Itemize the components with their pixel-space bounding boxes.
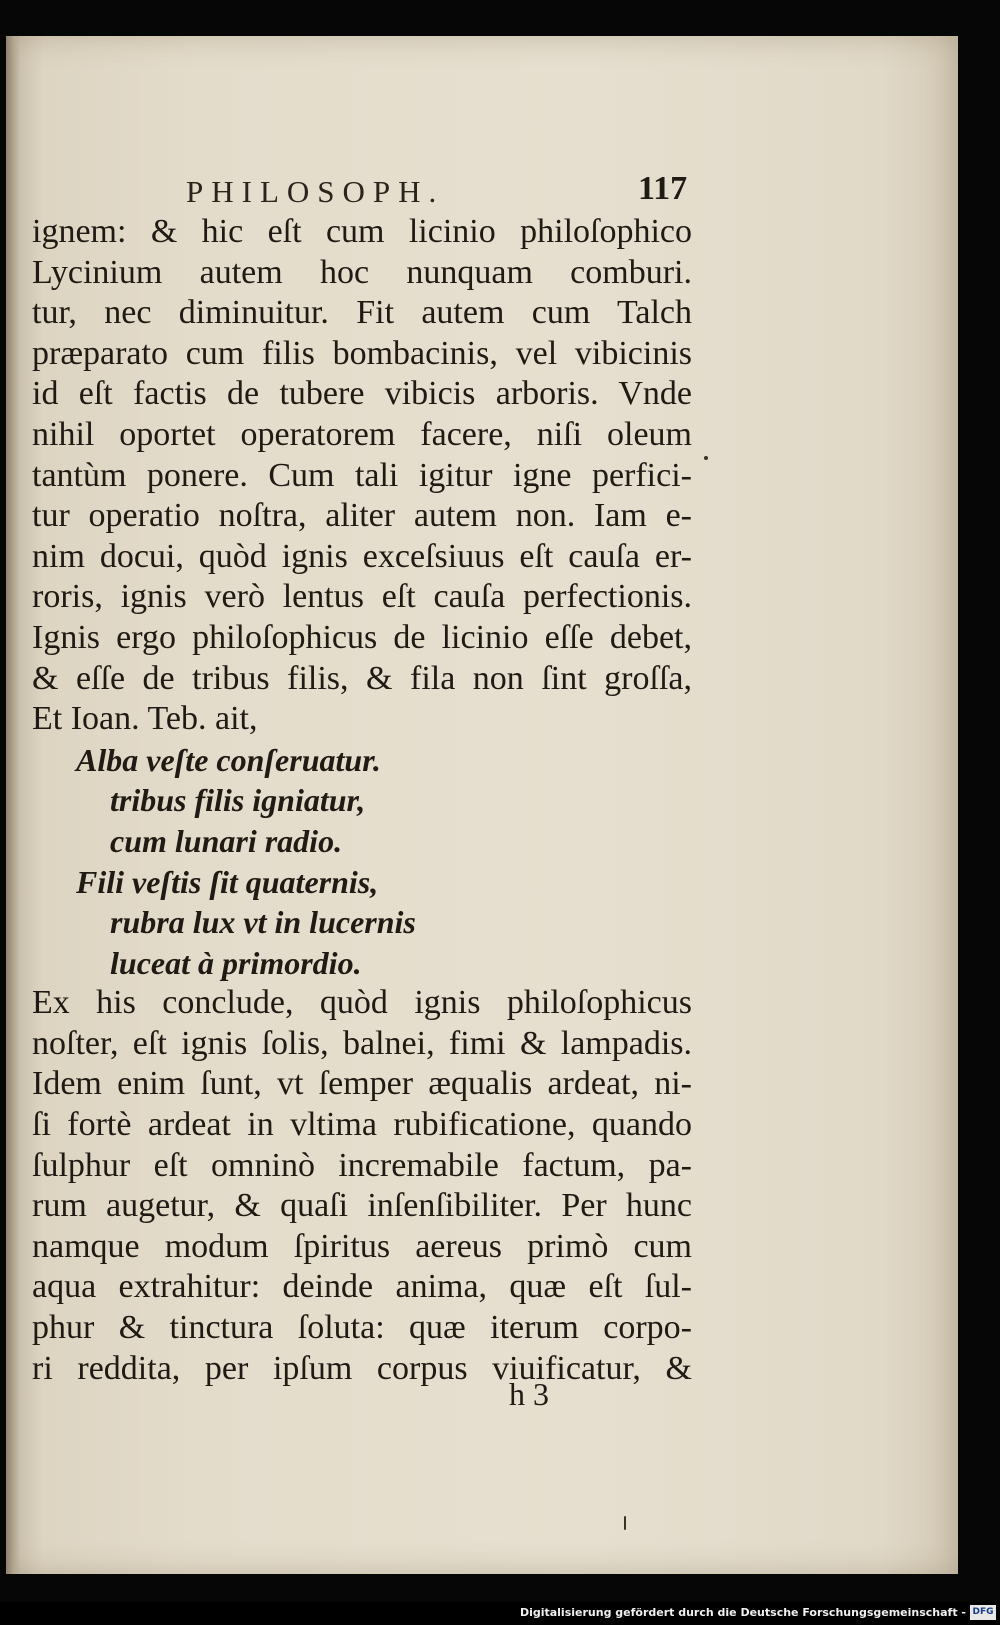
dfg-logo: DFG xyxy=(970,1605,996,1620)
footer-bar xyxy=(0,1602,1000,1625)
text-line: Ex his conclude, quòd ignis philoſophicus xyxy=(32,984,692,1022)
verse-line: luceat à primordio. xyxy=(110,944,362,981)
verse-line: tribus filis igniatur, xyxy=(110,782,366,819)
paper-speck xyxy=(624,1516,626,1530)
text-line: nihil oportet operatorem facere, niſi oleum xyxy=(32,415,692,453)
text-line: tur operatio noſtra, aliter autem non. Iam e- xyxy=(32,497,692,535)
body-text xyxy=(32,212,692,1389)
text-line: Lycinium autem hoc nunquam comburi. xyxy=(32,253,692,291)
page-number: 117 xyxy=(638,170,688,207)
page-gutter-edge xyxy=(6,36,20,1574)
text-line: namque modum ſpiritus aereus primò cum xyxy=(32,1227,692,1265)
text-line: roris, ignis verò lentus eſt cauſa perfectionis. xyxy=(32,578,692,616)
text-line: id eſt factis de tubere vibicis arboris. Vnde xyxy=(32,375,692,413)
digitization-credit: Digitalisierung gefördert durch die Deutsche Forschungsgemeinschaft - xyxy=(519,1606,966,1619)
text-line: aqua extrahitur: deinde anima, quæ eſt ſul- xyxy=(32,1268,692,1306)
text-line: tantùm ponere. Cum tali igitur igne perfici- xyxy=(32,456,692,494)
text-line: nim docui, quòd ignis exceſsiuus eſt cauſa er- xyxy=(32,537,692,575)
running-head xyxy=(6,136,958,209)
text-line: Idem enim ſunt, vt ſemper æqualis ardeat, ni- xyxy=(32,1065,692,1103)
verse-block xyxy=(32,740,692,984)
text-line: ignem: & hic eſt cum licinio philoſophico xyxy=(32,213,692,250)
text-line: ſi fortè ardeat in vltima rubificatione, quando xyxy=(32,1106,692,1144)
text-line: & eſſe de tribus filis, & fila non ſint groſſa, xyxy=(32,659,692,697)
book-page xyxy=(6,36,958,1574)
signature-mark: h 3 xyxy=(509,1376,549,1412)
paper-speck xyxy=(704,456,708,460)
text-line: præparato cum filis bombacinis, vel vibicinis xyxy=(32,334,692,372)
text-line: Ignis ergo philoſophicus de licinio eſſe debet, xyxy=(32,618,692,656)
text-line: Et Ioan. Teb. ait, xyxy=(32,700,258,738)
running-head-title: PHILOSOPH. xyxy=(186,174,445,209)
verse-line: Fili veſtis ſit quaternis, xyxy=(76,863,379,900)
verse-line: rubra lux vt in lucernis xyxy=(110,904,416,941)
verse-line: Alba veſte conſeruatur. xyxy=(76,741,381,778)
text-line: ri reddita, per ipſum corpus viuificatur, & xyxy=(32,1349,692,1387)
text-line: phur & tinctura ſoluta: quæ iterum corpo- xyxy=(32,1309,692,1347)
text-line: rum augetur, & quaſi inſenſibiliter. Per hunc xyxy=(32,1187,692,1225)
text-line: tur, nec diminuitur. Fit autem cum Talch xyxy=(32,294,692,332)
text-line: noſter, eſt ignis ſolis, balnei, fimi & lampadis. xyxy=(32,1024,692,1062)
text-line: ſulphur eſt omninò incremabile factum, pa- xyxy=(32,1146,692,1184)
verse-line: cum lunari radio. xyxy=(110,822,343,859)
